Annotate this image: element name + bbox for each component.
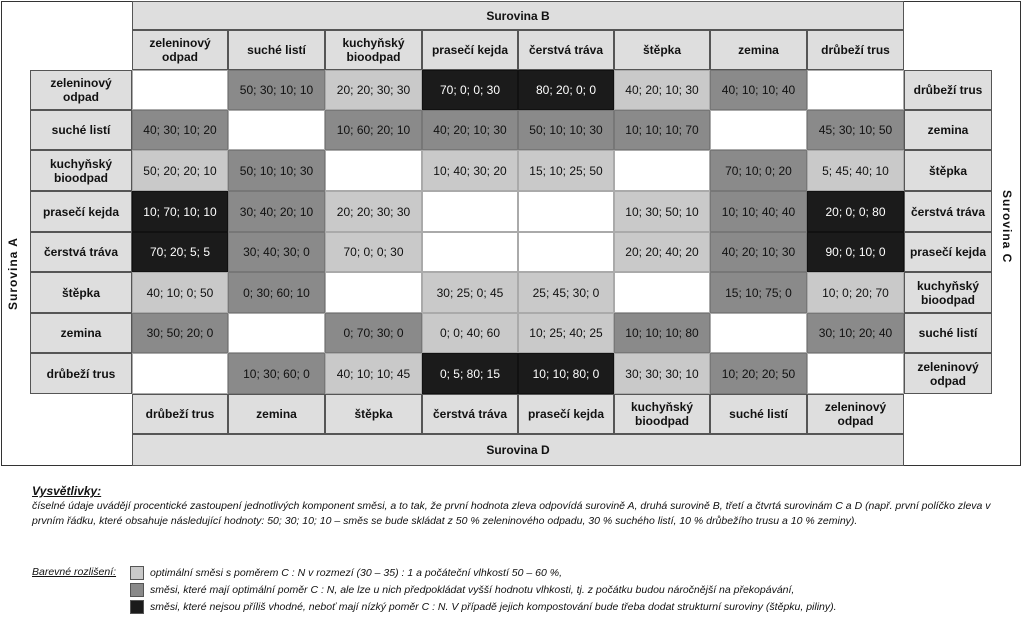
- row-header-right: suché listí: [904, 313, 992, 353]
- grid-cell: 10; 25; 40; 25: [518, 313, 614, 353]
- grid-cell: [518, 191, 614, 232]
- grid-cell: 10; 40; 30; 20: [422, 150, 518, 191]
- column-header-top: štěpka: [614, 30, 710, 70]
- column-header-top: zemina: [710, 30, 807, 70]
- grid-cell: [325, 272, 422, 313]
- grid-cell: 10; 10; 10; 80: [614, 313, 710, 353]
- grid-cell: 70; 0; 0; 30: [325, 232, 422, 272]
- row-header-right: čerstvá tráva: [904, 191, 992, 232]
- grid-cell: [614, 150, 710, 191]
- grid-cell: 0; 30; 60; 10: [228, 272, 325, 313]
- grid-cell: 40; 10; 0; 50: [132, 272, 228, 313]
- column-header-bottom: štěpka: [325, 394, 422, 434]
- grid-cell: 20; 20; 30; 30: [325, 191, 422, 232]
- grid-cell: 40; 10; 10; 40: [710, 70, 807, 110]
- grid-cell: 10; 10; 80; 0: [518, 353, 614, 394]
- grid-cell: [228, 313, 325, 353]
- axis-label-d: Surovina D: [132, 434, 904, 466]
- grid-cell: [518, 232, 614, 272]
- axis-label-a: Surovina A: [6, 237, 20, 310]
- column-header-top: prasečí kejda: [422, 30, 518, 70]
- grid-cell: 40; 10; 10; 45: [325, 353, 422, 394]
- grid-cell: 15; 10; 75; 0: [710, 272, 807, 313]
- grid-cell: 40; 20; 10; 30: [614, 70, 710, 110]
- grid-cell: 25; 45; 30; 0: [518, 272, 614, 313]
- grid-cell: 10; 10; 40; 40: [710, 191, 807, 232]
- swatch-light: [130, 566, 144, 580]
- row-header-left: štěpka: [30, 272, 132, 313]
- legend-text: číselné údaje uvádějí procentické zastoupení jednotlivých komponent směsi, a to tak, že první hodnota zleva odpovídá surovině A, druhá surovině B, třetí a čtvrtá surovinám C a D (např. první políčko zleva v prvním řádku, které obsahuje následující hodnoty: 50; 30; 10; 10 – směs se bude skládat z 50 % zeleninového odpadu, 30 % suchého listí, 10 % drůbežího trusu a 10 % zeminy).: [32, 500, 991, 527]
- grid-cell: 20; 20; 30; 30: [325, 70, 422, 110]
- grid-cell: [325, 150, 422, 191]
- grid-cell: 50; 30; 10; 10: [228, 70, 325, 110]
- grid-cell: [614, 272, 710, 313]
- grid-cell: 20; 20; 40; 20: [614, 232, 710, 272]
- grid-cell: 40; 20; 10; 30: [710, 232, 807, 272]
- legend-item-low-cn: směsi, které nejsou příliš vhodné, neboť mají nízký poměr C : N. V případě jejich kompostování bude třeba dodat strukturní suroviny (štěpku, piliny).: [130, 600, 837, 614]
- legend-item-optimal: optimální směsi s poměrem C : N v rozmezí (30 – 35) : 1 a počáteční vlhkostí 50 – 60 %,: [130, 566, 562, 580]
- grid-cell: 10; 10; 10; 70: [614, 110, 710, 150]
- legend-item-moist: směsi, které mají optimální poměr C : N, ale lze u nich předpokládat vyšší hodnotu vlhkosti, tj. z počátku budou náročnější na překopávání,: [130, 583, 794, 597]
- row-header-right: drůbeží trus: [904, 70, 992, 110]
- legend-color-title: Barevné rozlišení:: [32, 566, 117, 578]
- grid-cell: 10; 0; 20; 70: [807, 272, 904, 313]
- row-header-right: prasečí kejda: [904, 232, 992, 272]
- grid-cell: 15; 10; 25; 50: [518, 150, 614, 191]
- grid-cell: 70; 10; 0; 20: [710, 150, 807, 191]
- row-header-left: drůbeží trus: [30, 353, 132, 394]
- grid-cell: [132, 70, 228, 110]
- grid-cell: 50; 10; 10; 30: [518, 110, 614, 150]
- grid-cell: 0; 0; 40; 60: [422, 313, 518, 353]
- column-header-bottom: prasečí kejda: [518, 394, 614, 434]
- grid-cell: 30; 50; 20; 0: [132, 313, 228, 353]
- grid-cell: 50; 10; 10; 30: [228, 150, 325, 191]
- grid-cell: 90; 0; 10; 0: [807, 232, 904, 272]
- column-header-bottom: zemina: [228, 394, 325, 434]
- row-header-right: štěpka: [904, 150, 992, 191]
- legend-title: Vysvětlivky:: [32, 484, 102, 498]
- grid-cell: 30; 25; 0; 45: [422, 272, 518, 313]
- swatch-dark: [130, 600, 144, 614]
- row-header-right: kuchyňský bioodpad: [904, 272, 992, 313]
- grid-cell: 5; 45; 40; 10: [807, 150, 904, 191]
- grid-cell: [807, 353, 904, 394]
- column-header-bottom: zeleninový odpad: [807, 394, 904, 434]
- grid-cell: [710, 110, 807, 150]
- grid-cell: [422, 232, 518, 272]
- column-header-bottom: čerstvá tráva: [422, 394, 518, 434]
- legend: [32, 484, 1002, 529]
- row-header-right: zeleninový odpad: [904, 353, 992, 394]
- axis-label-b: Surovina B: [132, 1, 904, 30]
- column-header-top: suché listí: [228, 30, 325, 70]
- row-header-left: zemina: [30, 313, 132, 353]
- grid-cell: 70; 20; 5; 5: [132, 232, 228, 272]
- grid-cell: 10; 30; 50; 10: [614, 191, 710, 232]
- grid-cell: [132, 353, 228, 394]
- column-header-top: čerstvá tráva: [518, 30, 614, 70]
- row-header-left: prasečí kejda: [30, 191, 132, 232]
- grid-cell: 45; 30; 10; 50: [807, 110, 904, 150]
- grid-cell: [807, 70, 904, 110]
- column-header-bottom: drůbeží trus: [132, 394, 228, 434]
- grid-cell: [228, 110, 325, 150]
- grid-cell: 40; 30; 10; 20: [132, 110, 228, 150]
- grid-cell: 30; 40; 30; 0: [228, 232, 325, 272]
- axis-label-c: Surovina C: [1000, 190, 1014, 264]
- row-header-left: zeleninový odpad: [30, 70, 132, 110]
- column-header-top: zeleninový odpad: [132, 30, 228, 70]
- grid-cell: 30; 30; 30; 10: [614, 353, 710, 394]
- grid-cell: 0; 70; 30; 0: [325, 313, 422, 353]
- grid-cell: 10; 20; 20; 50: [710, 353, 807, 394]
- row-header-left: čerstvá tráva: [30, 232, 132, 272]
- row-header-right: zemina: [904, 110, 992, 150]
- row-header-left: kuchyňský bioodpad: [30, 150, 132, 191]
- grid-cell: 10; 70; 10; 10: [132, 191, 228, 232]
- grid-cell: 10; 30; 60; 0: [228, 353, 325, 394]
- swatch-medium: [130, 583, 144, 597]
- grid-cell: 20; 0; 0; 80: [807, 191, 904, 232]
- column-header-top: kuchyňský bioodpad: [325, 30, 422, 70]
- column-header-top: drůbeží trus: [807, 30, 904, 70]
- grid-cell: 40; 20; 10; 30: [422, 110, 518, 150]
- grid-cell: 70; 0; 0; 30: [422, 70, 518, 110]
- grid-cell: 30; 10; 20; 40: [807, 313, 904, 353]
- row-header-left: suché listí: [30, 110, 132, 150]
- column-header-bottom: suché listí: [710, 394, 807, 434]
- grid-cell: 50; 20; 20; 10: [132, 150, 228, 191]
- grid-cell: 10; 60; 20; 10: [325, 110, 422, 150]
- grid-cell: 80; 20; 0; 0: [518, 70, 614, 110]
- grid-cell: 30; 40; 20; 10: [228, 191, 325, 232]
- grid-cell: 0; 5; 80; 15: [422, 353, 518, 394]
- grid-cell: [710, 313, 807, 353]
- column-header-bottom: kuchyňský bioodpad: [614, 394, 710, 434]
- grid-cell: [422, 191, 518, 232]
